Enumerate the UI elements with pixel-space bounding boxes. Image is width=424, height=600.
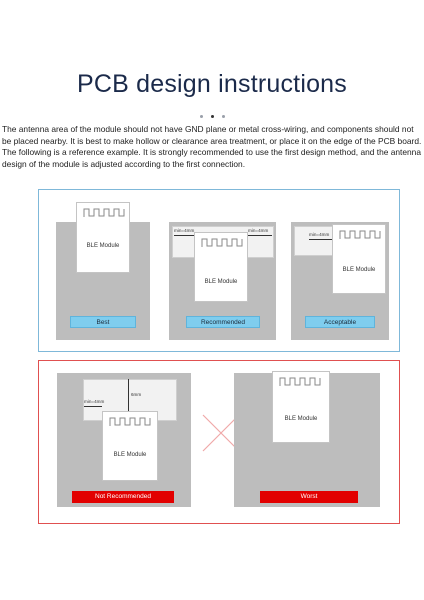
dim-min4-right: min=4mm (248, 228, 269, 233)
dim-min4-acceptable: min=4mm (309, 232, 330, 237)
antenna-icon (109, 416, 151, 427)
dim-arrow-left (174, 235, 194, 236)
dot[interactable] (222, 115, 225, 118)
description-text: The antenna area of the module should not have GND plane or metal cross-wiring, and components should not be placed nearby. It is best to make hollow or clearance area treatment, or place it on the edge of the PCB board. The following is a reference example. It is strongly recommended to use the first design method, and the antenna design of the module is adjusted according to the first connection. (2, 124, 422, 169)
bad-examples-panel (38, 360, 400, 524)
ble-module-worst (272, 371, 330, 443)
ble-module-recommended (194, 232, 248, 302)
page-title: PCB design instructions (76, 70, 347, 98)
label-not-recommended: Not Recommended (72, 491, 174, 503)
label-recommended: Recommended (186, 316, 260, 328)
dim-arrow-not-recommended (84, 406, 102, 407)
module-label: BLE Module (342, 267, 376, 273)
ble-module-best (76, 202, 130, 273)
label-worst: Worst (260, 491, 358, 503)
ble-module-acceptable (332, 224, 386, 294)
module-label: BLE Module (204, 279, 238, 285)
dim-arrow-acceptable (309, 239, 332, 240)
dot-active[interactable] (211, 115, 214, 118)
antenna-icon (279, 376, 321, 387)
module-label: BLE Module (86, 243, 120, 249)
label-best: Best (70, 316, 136, 328)
dim-arrow-right (248, 235, 272, 236)
dim-arrow-6mm (128, 379, 129, 411)
dim-min4-left: min=4mm (174, 228, 195, 233)
dot[interactable] (200, 115, 203, 118)
antenna-icon (83, 207, 125, 218)
ble-module-not-recommended (102, 411, 158, 481)
carousel-dots (0, 115, 424, 118)
module-label: BLE Module (284, 416, 318, 422)
antenna-icon (339, 229, 381, 240)
dim-6mm: 6mm (131, 392, 142, 397)
label-acceptable: Acceptable (305, 316, 375, 328)
antenna-icon (201, 237, 243, 248)
module-label: BLE Module (113, 452, 147, 458)
dim-min4-not-recommended: min=4mm (84, 399, 105, 404)
good-examples-panel (38, 189, 400, 352)
